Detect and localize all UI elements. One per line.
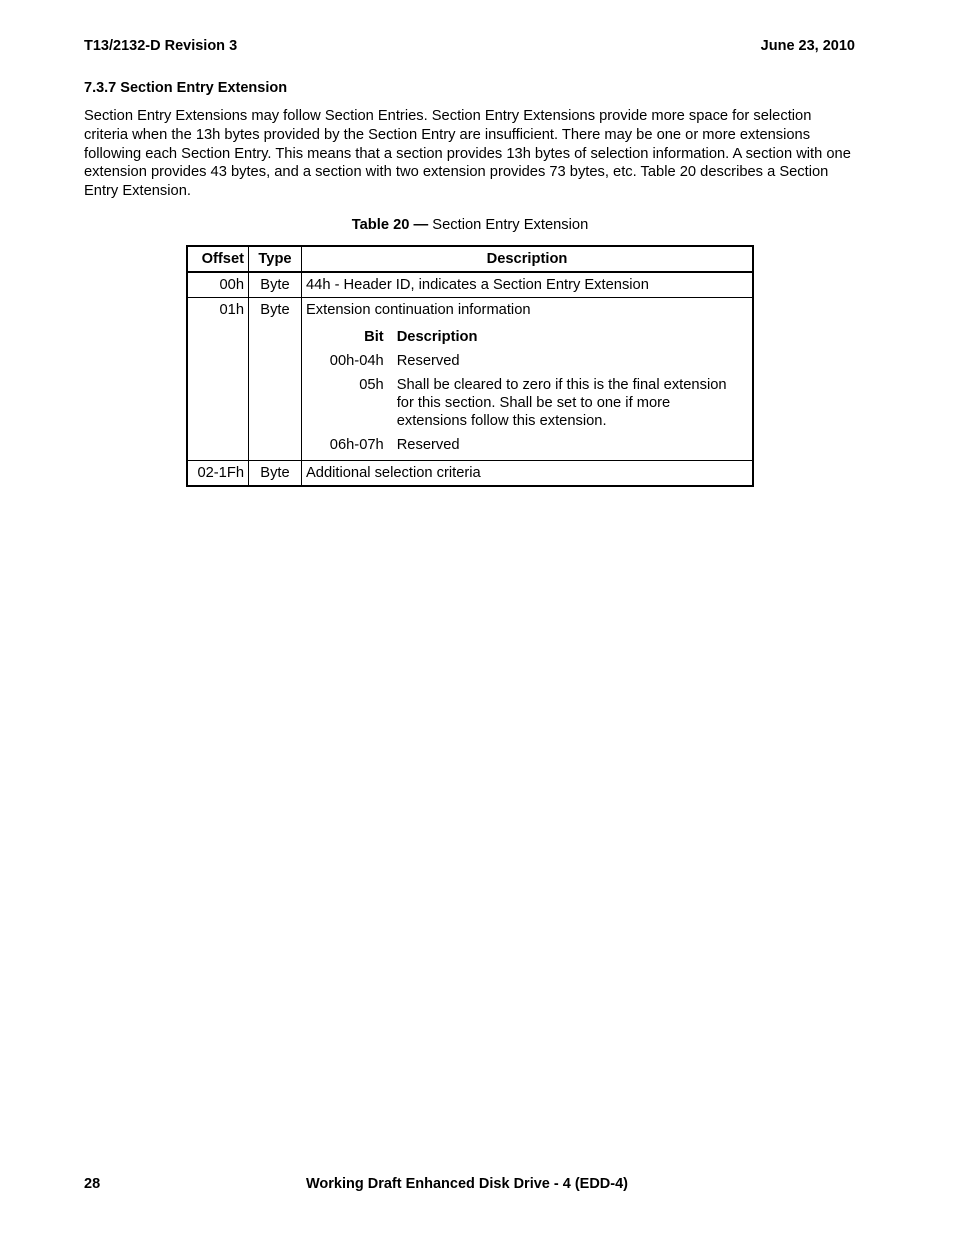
cell-offset: 01h: [187, 298, 249, 461]
bit-value: 00h-04h: [329, 353, 384, 369]
footer-title: Working Draft Enhanced Disk Drive - 4 (EDD-4): [305, 1176, 629, 1192]
document-date: June 23, 2010: [760, 38, 855, 54]
document-id: T13/2132-D Revision 3: [84, 38, 238, 54]
table-header-row: [187, 246, 753, 272]
section-entry-extension-table: [186, 245, 754, 487]
section-heading: 7.3.7 Section Entry Extension: [84, 80, 288, 96]
table-row: [187, 461, 753, 487]
header-offset: Offset: [187, 246, 249, 272]
cell-offset: 02-1Fh: [187, 461, 249, 487]
bit-description: Reserved: [396, 437, 460, 453]
cell-description: 44h - Header ID, indicates a Section Entry Extension: [302, 272, 754, 298]
bit-description: Reserved: [396, 353, 460, 369]
cell-type: Byte: [249, 272, 302, 298]
table-row: [187, 298, 753, 461]
bit-value: 06h-07h: [329, 437, 384, 453]
cell-type: Byte: [249, 298, 302, 461]
header-description: Description: [302, 246, 754, 272]
cell-description: Additional selection criteria: [302, 461, 754, 487]
cell-description-text: Extension continuation information: [306, 302, 531, 318]
bit-table-header-row: [306, 325, 748, 349]
page-number: 28: [84, 1176, 101, 1192]
table-caption: [186, 217, 754, 233]
bit-description-header: Description: [396, 329, 478, 345]
bit-description: Shall be cleared to zero if this is the final extension for this section. Shall be set to one if more extensions follow this extension.: [396, 377, 727, 429]
header-type: Type: [249, 246, 302, 272]
bit-value: 05h: [359, 377, 384, 393]
cell-description: [302, 298, 754, 461]
cell-offset: 00h: [187, 272, 249, 298]
body-paragraph: Section Entry Extensions may follow Section Entries. Section Entry Extensions provide more space for selection criteria when the 13h bytes provided by the Section Entry are insufficient. There may be one or more extensions following each Section Entry. This means that a section provides 13h bytes of selection information. A section with one extension provides 43 bytes, and a section with two extension provides 73 bytes, etc. Table 20 describes a Section Entry Extension.: [84, 108, 851, 200]
table-caption-title: Section Entry Extension: [428, 217, 589, 233]
bit-table-row: [306, 349, 748, 373]
bit-table-row: [306, 433, 748, 457]
bit-header: Bit: [364, 329, 384, 345]
bit-table-row: [306, 373, 748, 433]
cell-type: Byte: [249, 461, 302, 487]
table-row: [187, 272, 753, 298]
bit-table: [306, 325, 748, 457]
table-caption-label: Table 20 —: [351, 217, 429, 233]
